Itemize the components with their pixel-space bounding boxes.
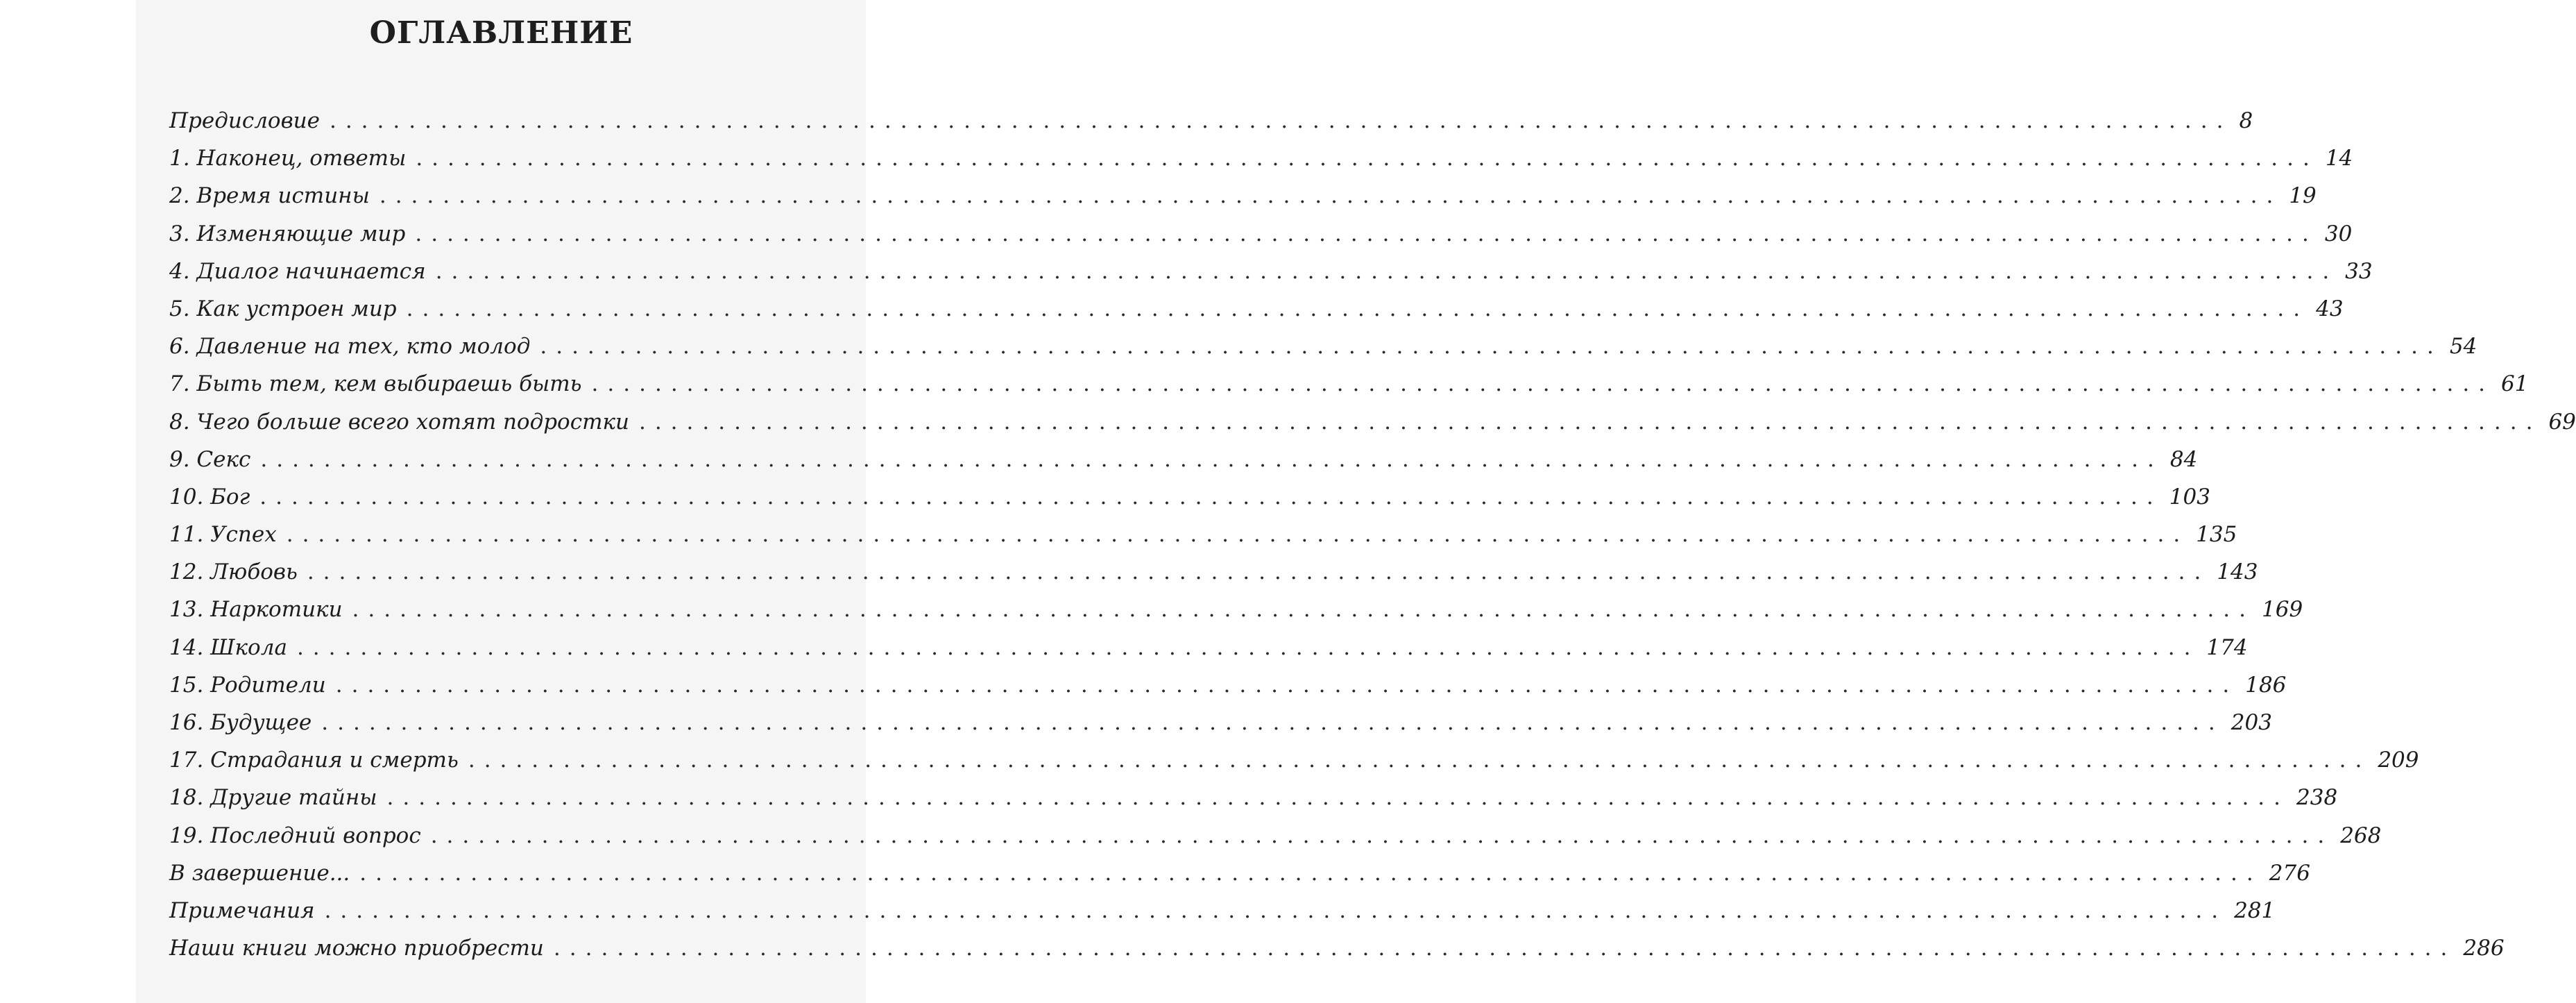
toc-entry [169, 146, 2353, 183]
dot-leader: ........................................................................................................................ [329, 108, 2233, 133]
toc-entry-page: 61 [2501, 371, 2529, 397]
dot-leader: ........................................................................................................................ [540, 334, 2443, 360]
toc-entry [169, 710, 2272, 748]
dot-leader: ........................................................................................................................ [335, 672, 2239, 698]
toc-entry-title: 3. Изменяющие мир [169, 221, 406, 246]
toc-entry [169, 484, 2210, 522]
toc-entry-title: 10. Бог [169, 484, 250, 509]
toc-entry-page: 143 [2217, 559, 2258, 585]
toc-entry-title: 15. Родители [169, 672, 326, 698]
dot-leader: ........................................................................................................................ [359, 860, 2262, 886]
toc-entry [169, 748, 2419, 785]
dot-leader: ........................................................................................................................ [260, 446, 2163, 472]
toc-entry [169, 672, 2287, 710]
dot-leader: ........................................................................................................................ [324, 897, 2228, 923]
toc-entry-page: 268 [2340, 823, 2382, 848]
toc-entry [169, 823, 2382, 861]
dot-leader: ........................................................................................................................ [307, 559, 2210, 585]
toc-entry-title: Предисловие [169, 108, 320, 133]
toc-entry-title: 7. Быть тем, кем выбираешь быть [169, 371, 582, 397]
toc-entry-title: Примечания [169, 897, 315, 923]
toc-entry-page: 103 [2169, 484, 2210, 509]
dot-leader: ........................................................................................................................ [379, 183, 2283, 209]
toc-entry-title: 18. Другие тайны [169, 785, 377, 811]
toc-entry-page: 281 [2234, 897, 2276, 923]
dot-leader: ........................................................................................................................ [430, 823, 2334, 848]
toc-entry [169, 936, 2505, 973]
toc-entry-title: 13. Наркотики [169, 597, 343, 623]
toc-entry [169, 221, 2353, 259]
toc-entry-title: 12. Любовь [169, 559, 298, 585]
toc-entry [169, 785, 2338, 823]
toc-entry-page: 169 [2262, 597, 2303, 623]
toc-entry-title: 11. Успех [169, 522, 277, 548]
table-of-contents [169, 108, 2576, 973]
toc-entry-title: 2. Время истины [169, 183, 370, 209]
dot-leader: ........................................................................................................................ [415, 221, 2318, 246]
toc-entry [169, 296, 2344, 334]
toc-entry [169, 559, 2258, 597]
toc-entry-page: 14 [2325, 146, 2353, 171]
toc-entry-page: 186 [2245, 672, 2287, 698]
toc-entry [169, 409, 2576, 447]
toc-entry-page: 54 [2449, 334, 2477, 360]
toc-entry [169, 334, 2477, 371]
toc-entry-page: 8 [2239, 108, 2253, 133]
dot-leader: ........................................................................................................................ [406, 296, 2310, 321]
toc-entry-title: 8. Чего больше всего хотят подростки [169, 409, 629, 435]
toc-entry [169, 446, 2198, 484]
toc-entry-title: Наши книги можно приобрести [169, 936, 544, 961]
toc-entry-title: 14. Школа [169, 634, 287, 660]
toc-entry-title: 5. Как устроен мир [169, 296, 397, 321]
dot-leader: ........................................................................................................................ [296, 634, 2200, 660]
dot-leader: ........................................................................................................................ [386, 785, 2290, 811]
toc-entry [169, 860, 2310, 898]
toc-entry-title: 4. Диалог начинается [169, 258, 426, 284]
dot-leader: ........................................................................................................................ [591, 371, 2495, 397]
toc-entry-page: 43 [2316, 296, 2344, 321]
toc-entry-page: 174 [2206, 634, 2248, 660]
toc-entry [169, 634, 2248, 673]
toc-entry-title: 6. Давление на тех, кто молод [169, 334, 531, 360]
dot-leader: ........................................................................................................................ [468, 748, 2371, 773]
toc-entry-page: 203 [2230, 710, 2272, 735]
toc-entry [169, 183, 2317, 221]
toc-entry-page: 33 [2345, 258, 2373, 284]
toc-entry-page: 209 [2378, 748, 2419, 773]
toc-entry-page: 135 [2196, 522, 2237, 548]
toc-entry-page: 238 [2296, 785, 2338, 811]
toc-entry-page: 30 [2324, 221, 2353, 246]
dot-leader: ........................................................................................................................ [553, 936, 2457, 961]
toc-entry [169, 258, 2373, 296]
toc-entry [169, 522, 2237, 559]
dot-leader: ........................................................................................................................ [321, 710, 2224, 735]
toc-entry-title: 19. Последний вопрос [169, 823, 421, 848]
dot-leader: ........................................................................................................................ [416, 146, 2319, 171]
dot-leader: ........................................................................................................................ [352, 597, 2255, 623]
toc-entry [169, 597, 2303, 634]
toc-entry [169, 371, 2529, 409]
dot-leader: ........................................................................................................................ [435, 258, 2339, 284]
toc-entry-title: 1. Наконец, ответы [169, 146, 407, 171]
toc-entry-title: 9. Секс [169, 446, 251, 472]
page-title: ОГЛАВЛЕНИЕ [369, 15, 633, 51]
toc-entry-title: 16. Будущее [169, 710, 312, 735]
toc-entry [169, 897, 2276, 936]
dot-leader: ........................................................................................................................ [286, 522, 2190, 548]
toc-entry-title: В завершение... [169, 860, 350, 886]
toc-entry-page: 84 [2169, 446, 2198, 472]
toc-entry-page: 286 [2463, 936, 2505, 961]
dot-leader: ........................................................................................................................ [259, 484, 2163, 509]
toc-entry-page: 19 [2289, 183, 2317, 209]
toc-entry-page: 276 [2269, 860, 2310, 886]
dot-leader: ........................................................................................................................ [638, 409, 2542, 435]
toc-entry-page: 69 [2548, 409, 2576, 435]
toc-entry [169, 108, 2253, 146]
toc-entry-title: 17. Страдания и смерть [169, 748, 459, 773]
